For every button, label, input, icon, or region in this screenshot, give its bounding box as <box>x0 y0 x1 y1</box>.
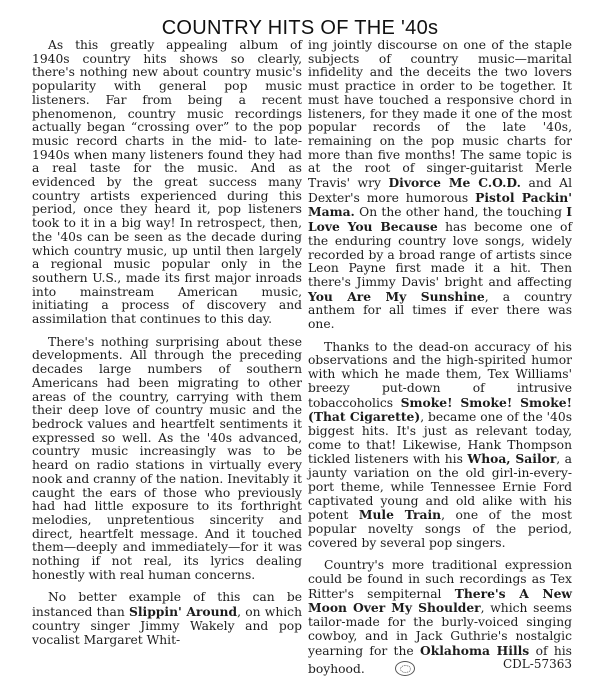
song-title: Slippin' Around <box>128 604 238 620</box>
paragraph <box>308 341 572 551</box>
text-run: Thanks to the dead-on accuracy of his observations and the high-spirited humor with which he made them, Tex Williams' breezy put-down of intrusive tobaccoholics <box>308 339 572 410</box>
text-run: Country's more traditional expression could be found in such recordings as Tex Ritter's sempiternal <box>308 558 572 601</box>
text-run: ing jointly discourse on one of the staple subjects of country music—marital infidelity and the deceits the two lovers must practice in order to be together. It must have touched a responsive chord in listeners, for they made it one of the most popular records of the late '40s, remaining on the pop music charts for more than five months! The same topic is at the root of singer-guitarist Merle Travis' wry <box>308 38 572 191</box>
text-run: , on which country singer Jimmy Wakely and pop vocalist Margaret Whit- <box>32 605 302 647</box>
text-run: On the other hand, the touching <box>354 205 567 220</box>
song-title: Smoke! Smoke! Smoke! (That Cigarette) <box>308 394 572 425</box>
song-title: Divorce Me C.O.D. <box>388 175 521 191</box>
text-run: There's nothing surprising about these developments. All through the preceding decades large numbers of southern Americans had been migrating to other areas of the country, carrying with them their deep love of country music and the bedrock values and heartfelt sentiments it expressed so well. As the '40s advanced, country music increasingly was to be heard on radio stations in virtually every nook and cranny of the nation. Inevitably it caught the ears of those who previously had had little exposure to its forthright melodies, unpretentious sincerity and direct, heartfelt message. And it touched them—deeply and immediately—for it was nothing if not real, its lyrics dealing honestly with real human concerns. <box>32 334 302 582</box>
text-run: of his boyhood. <box>308 643 572 677</box>
text-run: , one of the most popular novelty songs of the period, covered by several pop singers. <box>308 508 572 550</box>
text-run: No better example of this can be instanced than <box>32 590 302 620</box>
song-title: You Are My Sunshine <box>308 288 485 304</box>
song-title: There's A New Moon Over My Shoulder <box>308 585 572 616</box>
text-run: , became one of the '40s biggest hits. It's just as relevant today, come to that! Likewise, Hank Thompson tickled listeners with his <box>308 410 573 467</box>
text-run: and Al Dexter's more humorous <box>308 176 572 205</box>
left-column <box>32 39 302 656</box>
text-run: , which seems tailor-made for the burly-voiced singing cowboy, and in Jack Guthrie's nostalgic yearning for the <box>308 601 572 658</box>
paragraph <box>32 39 302 327</box>
paragraph <box>308 39 572 332</box>
paragraph <box>32 336 302 583</box>
right-column <box>308 39 572 686</box>
text-run: has become one of the enduring country love songs, widely recorded by a broad range of artists since Leon Payne first made it a hit. Then there's Jimmy Davis' bright and affecting <box>308 220 572 289</box>
text-run: As this greatly appealing album of 1940s country hits shows so clearly, there's nothing new about country music's popularity with general pop music listeners. Far from being a recent phenomenon, country music recordings actually began “crossing over” to the pop music record charts in the mid- to late-1940s when many listeners found they had a real taste for the music. And as evidenced by the great success many country artists experienced during this period, once they heard it, pop listeners took to it in a big way! In retrospect, then, the '40s can be seen as the decade during which country music, up until then largely a regional music popular only in the southern U.S., made its first major inroads into mainstream American music, initiating a process of discovery and assimilation that continues to this day. <box>32 38 302 327</box>
song-title: Whoa, Sailor <box>467 451 557 467</box>
text-run: , a country anthem for all times if ever there was one. <box>308 289 572 332</box>
song-title: Mule Train <box>358 507 442 523</box>
song-title: Oklahoma Hills <box>420 642 530 658</box>
song-title: Pistol Packin' Mama. <box>308 189 572 220</box>
catalog-number: CDL-57363 <box>503 657 572 672</box>
paragraph <box>32 591 302 647</box>
page-title: COUNTRY HITS OF THE '40s <box>161 17 439 40</box>
printed-in-canada-seal-icon <box>395 661 415 676</box>
paragraph <box>308 559 572 677</box>
song-title: I Love You Because <box>308 204 572 235</box>
text-run: , a jaunty variation on the old girl-in-every-port theme, while Tennessee Ernie Ford captivated young and old alike with his potent <box>308 452 572 523</box>
